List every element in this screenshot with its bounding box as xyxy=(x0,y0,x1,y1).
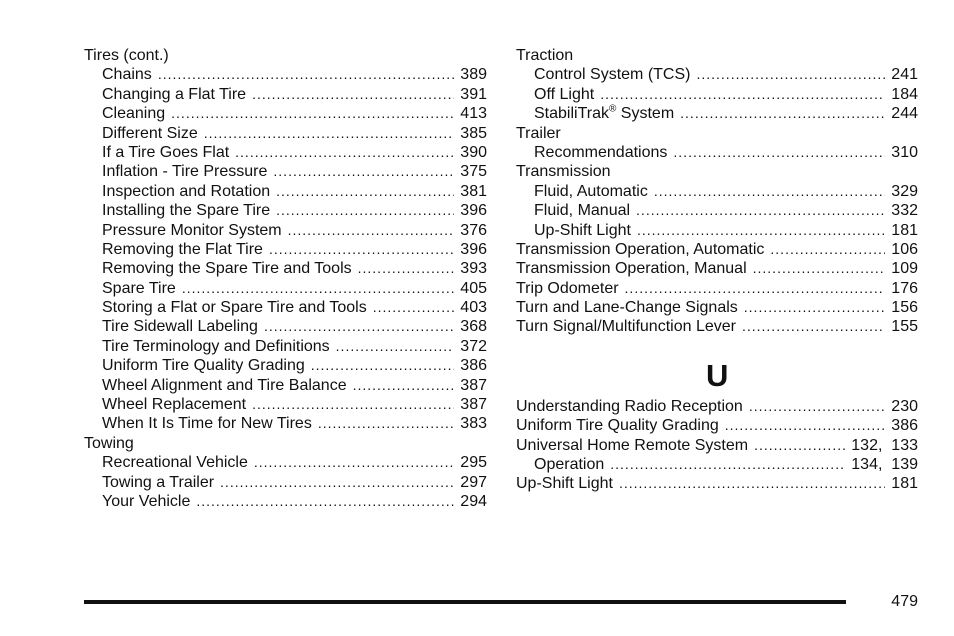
dot-leader xyxy=(196,492,454,511)
entry-label: Control System (TCS) xyxy=(534,66,691,84)
index-entry xyxy=(516,201,918,220)
section-letter: U xyxy=(706,357,729,393)
dot-leader xyxy=(770,240,885,259)
dot-leader xyxy=(204,124,455,143)
dot-leader xyxy=(264,317,454,336)
dot-leader xyxy=(254,453,454,472)
entry-label: StabiliTrak® System xyxy=(534,104,675,123)
index-entry xyxy=(84,473,487,492)
entry-label: Changing a Flat Tire xyxy=(102,85,247,103)
dot-leader xyxy=(220,473,454,492)
index-column-left xyxy=(84,46,487,511)
entry-page-number: 134, 139 xyxy=(851,456,918,474)
dot-leader xyxy=(252,85,454,104)
index-column-right xyxy=(516,46,918,494)
index-entry xyxy=(84,395,487,414)
entry-label: Inspection and Rotation xyxy=(102,182,271,200)
dot-leader xyxy=(235,143,454,162)
entry-label: Up-Shift Light xyxy=(516,475,613,493)
dot-leader xyxy=(311,356,455,375)
index-entry xyxy=(84,259,487,278)
entry-page-number: 297 xyxy=(460,473,487,491)
index-entry xyxy=(84,240,487,259)
entry-label: Removing the Flat Tire xyxy=(102,240,263,258)
dot-leader xyxy=(353,376,455,395)
entry-page-number: 387 xyxy=(460,396,487,414)
entry-label: Fluid, Manual xyxy=(534,202,631,220)
entry-label: Operation xyxy=(534,456,605,474)
entry-page-number: 386 xyxy=(460,357,487,375)
index-group-u xyxy=(516,397,918,494)
index-entry xyxy=(84,143,487,162)
entry-label: Inflation - Tire Pressure xyxy=(102,163,268,181)
entry-label: Chains xyxy=(102,66,152,84)
entry-page-number: 403 xyxy=(460,299,487,317)
entry-page-number: 368 xyxy=(460,318,487,336)
entry-label: Turn and Lane-Change Signals xyxy=(516,299,738,317)
entry-label: Fluid, Automatic xyxy=(534,182,648,200)
entry-page-number: 405 xyxy=(460,279,487,297)
dot-leader xyxy=(610,455,845,474)
entry-label: Off Light xyxy=(534,85,595,103)
dot-leader xyxy=(753,259,886,278)
entry-label: Trailer xyxy=(516,124,561,142)
dot-leader xyxy=(600,85,885,104)
entry-label: Removing the Spare Tire and Tools xyxy=(102,260,352,278)
dot-leader xyxy=(288,221,455,240)
index-entry xyxy=(516,143,918,162)
index-entry xyxy=(516,397,918,416)
page-number: 479 xyxy=(891,593,918,610)
entry-label: Trip Odometer xyxy=(516,279,619,297)
entry-label: Installing the Spare Tire xyxy=(102,202,271,220)
entry-page-number: 329 xyxy=(891,182,918,200)
entry-page-number: 181 xyxy=(891,475,918,493)
entry-label: Wheel Replacement xyxy=(102,396,247,414)
entry-page-number: 181 xyxy=(891,221,918,239)
dot-leader xyxy=(725,416,886,435)
index-entry xyxy=(84,279,487,298)
entry-label: Towing a Trailer xyxy=(102,473,215,491)
dot-leader xyxy=(276,201,454,220)
entry-label: When It Is Time for New Tires xyxy=(102,415,312,433)
entry-page-number: 241 xyxy=(891,66,918,84)
entry-label: Tire Sidewall Labeling xyxy=(102,318,258,336)
entry-label: Transmission Operation, Automatic xyxy=(516,240,765,258)
entry-page-number: 372 xyxy=(460,337,487,355)
dot-leader xyxy=(636,201,885,220)
entry-page-number: 390 xyxy=(460,143,487,161)
index-entry xyxy=(84,298,487,317)
entry-label: Understanding Radio Reception xyxy=(516,397,743,415)
index-entry xyxy=(516,240,918,259)
entry-label: Up-Shift Light xyxy=(534,221,631,239)
index-entry xyxy=(516,298,918,317)
dot-leader xyxy=(637,221,885,240)
index-entry xyxy=(84,337,487,356)
dot-leader xyxy=(358,259,455,278)
dot-leader xyxy=(754,436,845,455)
index-entry xyxy=(516,182,918,201)
index-entry xyxy=(516,104,918,123)
footer-rule xyxy=(84,600,846,604)
entry-label: Different Size xyxy=(102,124,198,142)
entry-page-number: 386 xyxy=(891,417,918,435)
entry-page-number: 230 xyxy=(891,397,918,415)
index-entry xyxy=(84,104,487,123)
index-heading xyxy=(516,124,918,143)
dot-leader xyxy=(654,182,885,201)
index-entry xyxy=(516,474,918,493)
entry-label: Tires (cont.) xyxy=(84,47,169,64)
entry-page-number: 294 xyxy=(460,492,487,510)
entry-label: Tire Terminology and Definitions xyxy=(102,337,330,355)
index-entry xyxy=(516,317,918,336)
index-entry xyxy=(84,414,487,433)
entry-page-number: 176 xyxy=(891,279,918,297)
entry-label: Turn Signal/Multifunction Lever xyxy=(516,318,736,336)
dot-leader xyxy=(619,474,885,493)
dot-leader xyxy=(318,414,454,433)
registered-mark: ® xyxy=(608,104,617,115)
entry-page-number: 391 xyxy=(460,85,487,103)
entry-page-number: 106 xyxy=(891,240,918,258)
dot-leader xyxy=(171,104,454,123)
index-heading xyxy=(84,46,487,65)
index-entry xyxy=(516,221,918,240)
entry-page-number: 332 xyxy=(891,202,918,220)
index-entry xyxy=(84,201,487,220)
index-entry xyxy=(84,124,487,143)
entry-page-number: 155 xyxy=(891,318,918,336)
entry-label: Wheel Alignment and Tire Balance xyxy=(102,376,347,394)
entry-page-number: 375 xyxy=(460,163,487,181)
entry-label: Spare Tire xyxy=(102,279,176,297)
entry-page-number: 132, 133 xyxy=(851,436,918,454)
index-entry xyxy=(516,65,918,84)
entry-label: Traction xyxy=(516,47,574,64)
entry-label: Transmission xyxy=(516,163,611,181)
entry-page-number: 244 xyxy=(891,105,918,123)
index-group-t xyxy=(516,46,918,337)
dot-leader xyxy=(373,298,455,317)
index-entry xyxy=(516,416,918,435)
entry-label: Your Vehicle xyxy=(102,492,191,510)
entry-label: If a Tire Goes Flat xyxy=(102,143,230,161)
entry-page-number: 385 xyxy=(460,124,487,142)
entry-page-number: 310 xyxy=(891,143,918,161)
index-entry xyxy=(84,162,487,181)
entry-label: Cleaning xyxy=(102,105,166,123)
index-entry xyxy=(84,317,487,336)
dot-leader xyxy=(182,279,454,298)
index-entry xyxy=(84,221,487,240)
entry-page-number: 396 xyxy=(460,202,487,220)
index-entry xyxy=(84,65,487,84)
dot-leader xyxy=(269,240,454,259)
entry-label: Storing a Flat or Spare Tire and Tools xyxy=(102,299,367,317)
entry-page-number: 389 xyxy=(460,66,487,84)
index-entry xyxy=(516,259,918,278)
dot-leader xyxy=(336,337,455,356)
dot-leader xyxy=(625,279,886,298)
entry-page-number: 295 xyxy=(460,454,487,472)
dot-leader xyxy=(673,143,885,162)
dot-leader xyxy=(749,397,885,416)
entry-page-number: 156 xyxy=(891,299,918,317)
entry-page-number: 393 xyxy=(460,260,487,278)
entry-label: Universal Home Remote System xyxy=(516,436,749,454)
entry-page-number: 396 xyxy=(460,240,487,258)
entry-page-number: 383 xyxy=(460,415,487,433)
dot-leader xyxy=(680,104,885,123)
entry-page-number: 381 xyxy=(460,182,487,200)
entry-label: Recommendations xyxy=(534,143,668,161)
entry-page-number: 413 xyxy=(460,105,487,123)
index-entry xyxy=(84,356,487,375)
index-entry xyxy=(516,279,918,298)
index-entry xyxy=(516,455,918,474)
index-entry xyxy=(516,85,918,104)
entry-page-number: 376 xyxy=(460,221,487,239)
dot-leader xyxy=(252,395,454,414)
entry-label: Pressure Monitor System xyxy=(102,221,282,239)
index-heading xyxy=(84,434,487,453)
index-entry xyxy=(84,453,487,472)
entry-label: Transmission Operation, Manual xyxy=(516,260,747,278)
dot-leader xyxy=(696,65,885,84)
dot-leader xyxy=(276,182,454,201)
index-heading xyxy=(516,162,918,181)
entry-label: Uniform Tire Quality Grading xyxy=(516,417,719,435)
index-entry xyxy=(84,85,487,104)
index-entry xyxy=(516,436,918,455)
entry-label: Uniform Tire Quality Grading xyxy=(102,357,305,375)
index-heading xyxy=(516,46,918,65)
index-entry xyxy=(84,376,487,395)
entry-page-number: 184 xyxy=(891,85,918,103)
dot-leader xyxy=(158,65,454,84)
index-entry xyxy=(84,182,487,201)
dot-leader xyxy=(273,162,454,181)
entry-label: Recreational Vehicle xyxy=(102,454,248,472)
entry-page-number: 109 xyxy=(891,260,918,278)
dot-leader xyxy=(742,317,885,336)
index-entry xyxy=(84,492,487,511)
dot-leader xyxy=(744,298,886,317)
entry-page-number: 387 xyxy=(460,376,487,394)
entry-label: Towing xyxy=(84,434,134,452)
